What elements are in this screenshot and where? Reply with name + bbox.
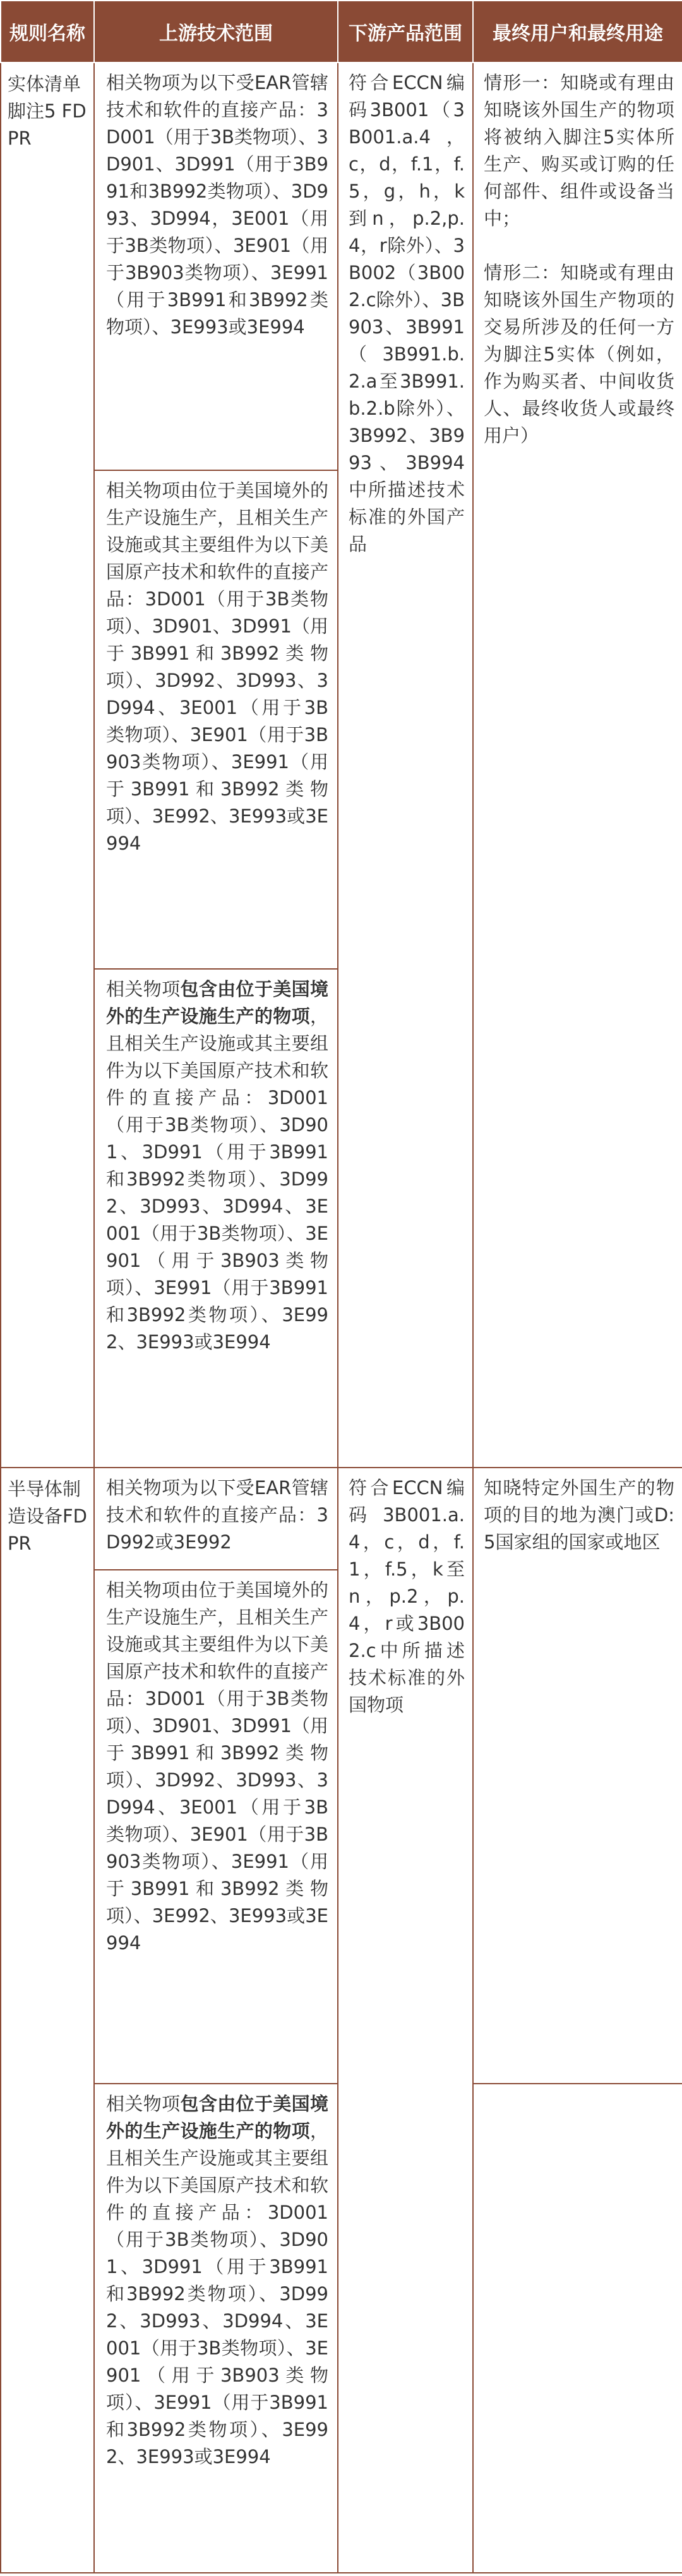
header-rule-name: 规则名称: [1, 1, 94, 62]
header-end-use: 最终用户和最终用途: [473, 1, 682, 62]
rule-name-cell: [1, 1468, 94, 2573]
upstream-cell: [94, 1468, 338, 1570]
downstream-cell: [338, 62, 473, 1468]
upstream-text: 相关物项由位于美国境外的生产设施生产，且相关生产设施或其主要组件为以下美国原产技术和软件的直接产品：3D001（用于3B类物项）、3D901、3D991（用于3B991和3B992类物项）、3D992、3D993、3D994、3E001（用于3B类物项）、3E901（用于3B903类物项）、3E991（用于3B991和3B992类物项）、3E992、3E993或3E994: [106, 1579, 328, 1954]
emphasis-text: 包含由位于美国境外的生产设施生产的物项: [106, 2093, 328, 2142]
end-use-cell: [473, 1468, 682, 2084]
upstream-text: 相关物项包含由位于美国境外的生产设施生产的物项，且相关生产设施或其主要组件为以下美国原产技术和软件的直接产品：3D001（用于3B类物项）、3D901、3D991（用于3B991和3B992类物项）、3D992、3D993、3D994、3E001（用于3B类物项）、3E901（用于3B903类物项）、3E991（用于3B991和3B992类物项）、3E992、3E993或3E994: [106, 978, 328, 1353]
end-use-text: 知晓特定外国生产的物项的目的地为澳门或D:5国家组的国家或地区: [484, 1477, 674, 1553]
upstream-text: 相关物项为以下受EAR管辖技术和软件的直接产品：3D001（用于3B类物项）、3D901、3D991（用于3B991和3B992类物项）、3D993、3D994，3E001（用于3B类物项）、3E901（用于3B903类物项）、3E991（用于3B991和3B992类物项）、3E993或3E994: [106, 72, 328, 338]
end-use-cell-empty: [473, 2084, 682, 2573]
upstream-cell: [94, 62, 338, 470]
rule-name-cell: [1, 62, 94, 1468]
downstream-cell: [338, 1468, 473, 2573]
upstream-text: 相关物项由位于美国境外的生产设施生产，且相关生产设施或其主要组件为以下美国原产技术和软件的直接产品：3D001（用于3B类物项）、3D901、3D991（用于3B991和3B992类物项）、3D992、3D993、3D994、3E001（用于3B类物项）、3E901（用于3B903类物项）、3E991（用于3B991和3B992类物项）、3E992、3E993或3E994: [106, 480, 328, 854]
upstream-cell: [94, 1570, 338, 2084]
header-upstream: 上游技术范围: [94, 1, 338, 62]
rule-name: 实体清单脚注5 FDPR: [8, 73, 87, 149]
table-row: [1, 1468, 682, 1570]
upstream-text: 相关物项为以下受EAR管辖技术和软件的直接产品：3D992或3E992: [106, 1477, 328, 1553]
upstream-text: 相关物项包含由位于美国境外的生产设施生产的物项，且相关生产设施或其主要组件为以下美国原产技术和软件的直接产品：3D001（用于3B类物项）、3D901、3D991（用于3B991和3B992类物项）、3D992、3D993、3D994、3E001（用于3B类物项）、3E901（用于3B903类物项）、3E991（用于3B991和3B992类物项）、3E992、3E993或3E994: [106, 2093, 328, 2467]
upstream-cell: [94, 470, 338, 969]
downstream-text: 符合ECCN编码3B001.a.4，c，d，f.1，f.5，k至n，p.2，p.4，r或3B002.c中所描述技术标准的外国物项: [349, 1477, 465, 1716]
rule-name: 半导体制造设备FDPR: [8, 1478, 88, 1554]
emphasis-text: 包含由位于美国境外的生产设施生产的物项: [106, 978, 328, 1027]
end-use-cell: [473, 62, 682, 1468]
table-row: [1, 62, 682, 470]
end-use-text: 情形二：知晓或有理由知晓该外国生产物项的交易所涉及的任何一方为脚注5实体（例如，作为购买者、中间收货人、最终收货人或最终用户）: [484, 262, 674, 446]
upstream-cell: [94, 969, 338, 1468]
end-use-text: 情形一：知晓或有理由知晓该外国生产的物项将被纳入脚注5实体所生产、购买或订购的任何部件、组件或设备当中；: [484, 72, 674, 229]
upstream-cell: [94, 2084, 338, 2573]
header-row: [1, 1, 682, 62]
downstream-text: 符合ECCN编码3B001（3B001.a.4，c，d，f.1，f.5，g，h，k到n，p.2,p.4，r除外）、3B002（3B002.c除外）、3B903、3B991（3B991.b.2.a至3B991.b.2.b除外）、3B992、3B993、3B994中所描述技术标准的外国产品: [349, 72, 465, 555]
header-downstream: 下游产品范围: [338, 1, 473, 62]
